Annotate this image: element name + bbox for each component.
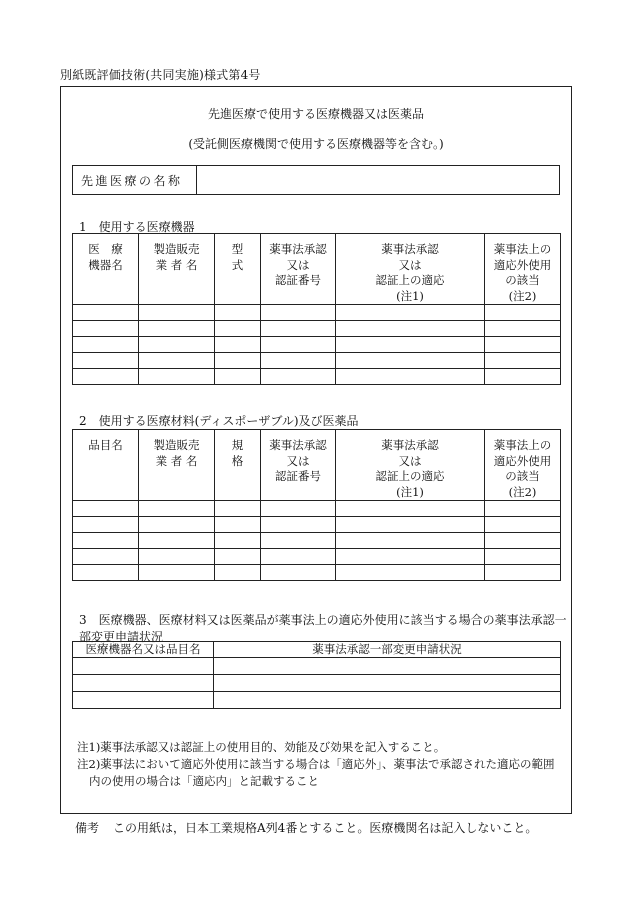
table-cell[interactable]	[215, 549, 261, 565]
table-cell[interactable]	[73, 337, 139, 353]
change-application-table	[72, 641, 561, 709]
table-cell[interactable]	[139, 369, 215, 385]
table-cell[interactable]	[261, 501, 336, 517]
section2-title: 2 使用する医療材料(ディスポーザブル)及び医薬品	[79, 414, 359, 428]
table-row	[73, 658, 561, 675]
table-cell[interactable]	[73, 658, 214, 675]
table-cell[interactable]	[214, 692, 561, 709]
table-cell[interactable]	[73, 369, 139, 385]
table-cell[interactable]	[139, 533, 215, 549]
section3-title: 3 医療機器、医療材料又は医薬品が薬事法上の適応外使用に該当する場合の薬事法承認一部変更申請状況	[79, 613, 567, 644]
table-cell[interactable]	[73, 501, 139, 517]
material-drug-table	[72, 429, 561, 581]
table-cell[interactable]	[261, 517, 336, 533]
table-cell[interactable]	[73, 321, 139, 337]
remarks-label: 備考	[75, 821, 100, 835]
header-approved-indication: 薬事法承認 又は 認証上の適応 (注1)	[336, 430, 485, 501]
table-cell[interactable]	[485, 565, 561, 581]
table-cell[interactable]	[485, 369, 561, 385]
table-cell[interactable]	[215, 321, 261, 337]
header-off-label: 薬事法上の 適応外使用 の該当 (注2)	[485, 430, 561, 501]
table-cell[interactable]	[73, 517, 139, 533]
note-2-continued: 内の使用の場合は「適応内」と記載すること	[89, 774, 319, 788]
table-cell[interactable]	[214, 658, 561, 675]
header-approved-indication: 薬事法承認 又は 認証上の適応 (注1)	[336, 234, 485, 305]
remarks-text: この用紙は，日本工業規格A列4番とすること。医療機関名は記入しないこと。	[113, 821, 538, 835]
header-off-label: 薬事法上の 適応外使用 の該当 (注2)	[485, 234, 561, 305]
form-code: 別紙既評価技術(共同実施)様式第4号	[60, 68, 261, 82]
table-row	[73, 517, 561, 533]
table-cell[interactable]	[73, 549, 139, 565]
table-cell[interactable]	[485, 549, 561, 565]
technology-name-row	[72, 165, 560, 195]
table-cell[interactable]	[73, 692, 214, 709]
table-cell[interactable]	[73, 353, 139, 369]
table-cell[interactable]	[139, 305, 215, 321]
table-cell[interactable]	[215, 369, 261, 385]
remarks	[75, 819, 537, 836]
table-row	[73, 675, 561, 692]
table-cell[interactable]	[261, 337, 336, 353]
table-cell[interactable]	[336, 549, 485, 565]
table-cell[interactable]	[215, 501, 261, 517]
table-cell[interactable]	[215, 565, 261, 581]
table-cell[interactable]	[139, 565, 215, 581]
table-cell[interactable]	[261, 533, 336, 549]
notes	[77, 739, 571, 790]
table-cell[interactable]	[139, 353, 215, 369]
header-model: 型 式	[215, 234, 261, 305]
table-cell[interactable]	[139, 337, 215, 353]
table-cell[interactable]	[336, 565, 485, 581]
table-cell[interactable]	[485, 533, 561, 549]
table-cell[interactable]	[215, 305, 261, 321]
table-cell[interactable]	[261, 353, 336, 369]
technology-name-label: 先進医療の名称	[73, 166, 197, 194]
table-cell[interactable]	[485, 501, 561, 517]
header-approval-number: 薬事法承認 又は 認証番号	[261, 430, 336, 501]
form-subtitle: (受託側医療機関で使用する医療機器等を含む。)	[188, 137, 444, 151]
table-row	[73, 501, 561, 517]
table-cell[interactable]	[485, 321, 561, 337]
section1-title: 1 使用する医療機器	[79, 220, 195, 234]
table-cell[interactable]	[485, 305, 561, 321]
table-cell[interactable]	[139, 517, 215, 533]
note-2: 注2)薬事法において適応外使用に該当する場合は「適応外」、薬事法で承認された適応の範囲	[77, 757, 555, 771]
table-cell[interactable]	[261, 305, 336, 321]
table-row	[73, 305, 561, 321]
medical-device-table	[72, 233, 561, 385]
table-cell[interactable]	[336, 337, 485, 353]
table-cell[interactable]	[261, 369, 336, 385]
table-cell[interactable]	[73, 533, 139, 549]
table-cell[interactable]	[261, 565, 336, 581]
header-manufacturer: 製造販売 業 者 名	[139, 234, 215, 305]
table-row	[73, 321, 561, 337]
table-cell[interactable]	[485, 337, 561, 353]
table-cell[interactable]	[336, 353, 485, 369]
table-cell[interactable]	[336, 321, 485, 337]
table-cell[interactable]	[215, 533, 261, 549]
header-specification: 規 格	[215, 430, 261, 501]
table-cell[interactable]	[214, 675, 561, 692]
header-approval-number: 薬事法承認 又は 認証番号	[261, 234, 336, 305]
form-title: 先進医療で使用する医療機器又は医薬品	[207, 107, 424, 121]
header-change-application-status: 薬事法承認一部変更申請状況	[214, 642, 561, 658]
form-frame	[60, 86, 572, 814]
table-cell[interactable]	[336, 517, 485, 533]
table-row	[73, 353, 561, 369]
table-row	[73, 533, 561, 549]
table-cell[interactable]	[336, 305, 485, 321]
header-manufacturer: 製造販売 業 者 名	[139, 430, 215, 501]
table-cell[interactable]	[261, 549, 336, 565]
table-cell[interactable]	[215, 353, 261, 369]
table-cell[interactable]	[73, 565, 139, 581]
note-1: 注1)薬事法承認又は認証上の使用目的、効能及び効果を記入すること。	[77, 740, 446, 754]
table-cell[interactable]	[485, 517, 561, 533]
table-cell[interactable]	[485, 353, 561, 369]
table-cell[interactable]	[336, 501, 485, 517]
header-device-or-item-name: 医療機器名又は品目名	[73, 642, 214, 658]
table-cell[interactable]	[336, 369, 485, 385]
table-cell[interactable]	[139, 321, 215, 337]
table-cell[interactable]	[73, 305, 139, 321]
table-row	[73, 692, 561, 709]
technology-name-field[interactable]	[197, 166, 559, 194]
table-row	[73, 549, 561, 565]
header-item-name: 品目名	[73, 430, 139, 501]
table-cell[interactable]	[215, 517, 261, 533]
table-cell[interactable]	[261, 321, 336, 337]
table-row	[73, 337, 561, 353]
header-device-name: 医 療 機器名	[73, 234, 139, 305]
table-cell[interactable]	[139, 501, 215, 517]
table-row	[73, 565, 561, 581]
table-row	[73, 369, 561, 385]
table-cell[interactable]	[215, 337, 261, 353]
table-cell[interactable]	[139, 549, 215, 565]
table-cell[interactable]	[336, 533, 485, 549]
table-cell[interactable]	[73, 675, 214, 692]
